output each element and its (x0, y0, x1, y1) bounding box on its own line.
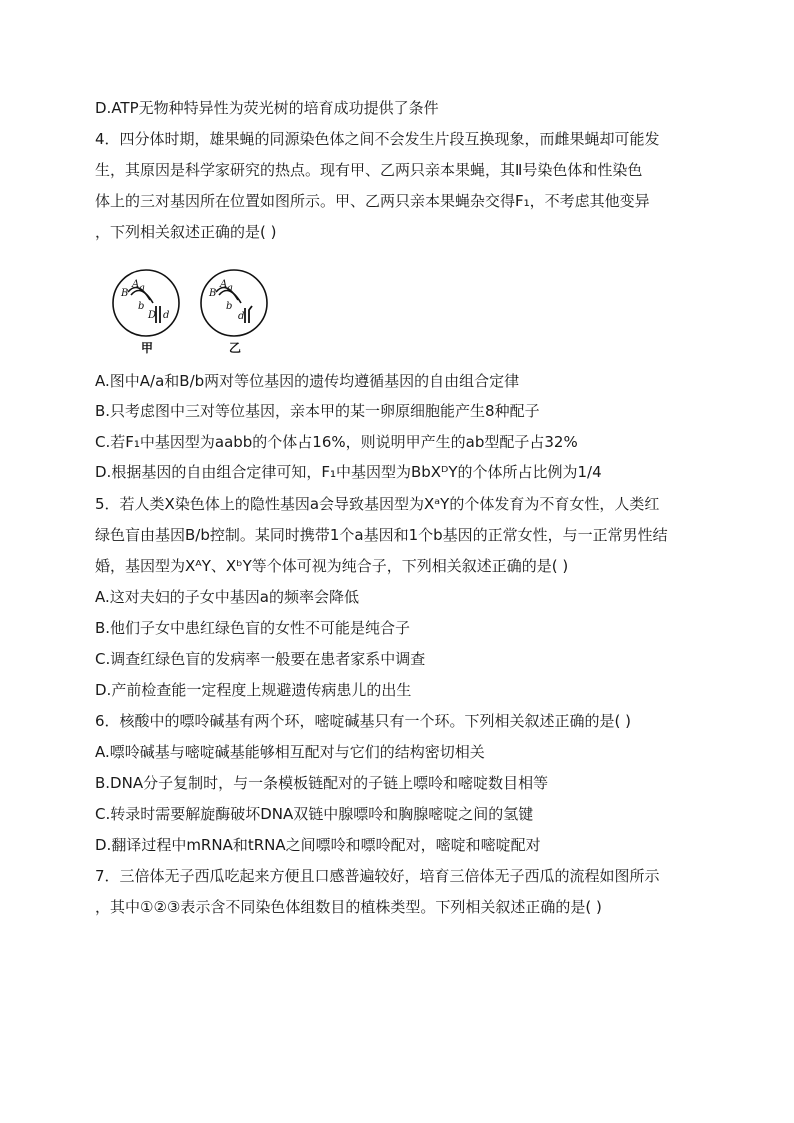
q4-stem-line-3: 体上的三对基因所在位置如图所示。甲、乙两只亲本果蝇杂交得F₁，不考虑其他变异 (95, 192, 650, 210)
q4-stem-line-4: ，下列相关叙述正确的是( ) (95, 223, 277, 241)
q5-stem-line-3: 婚，基因型为XᴬY、XᵇY等个体可视为纯合子，下列相关叙述正确的是( ) (95, 557, 569, 575)
cell-jia (113, 270, 179, 355)
q6-stem-line-1: 6．核酸中的嘌呤碱基有两个环，嘧啶碱基只有一个环。下列相关叙述正确的是( ) (95, 712, 632, 730)
q3-option-d: D.ATP无物种特异性为荧光树的培育成功提供了条件 (95, 99, 439, 117)
q6-option-a: A.嘌呤碱基与嘧啶碱基能够相互配对与它们的结构密切相关 (95, 743, 485, 761)
gene-label: d (238, 311, 245, 322)
q5-option-c: C.调查红绿色盲的发病率一般要在患者家系中调查 (95, 650, 426, 668)
q5-option-d: D.产前检查能一定程度上规避遗传病患儿的出生 (95, 681, 412, 699)
q4-stem-line-2: 生，其原因是科学家研究的热点。现有甲、乙两只亲本果蝇，其Ⅱ号染色体和性染色 (95, 161, 643, 179)
q4-option-b: B.只考虑图中三对等位基因，亲本甲的某一卵原细胞能产生8种配子 (95, 402, 540, 420)
gene-label: a (139, 283, 145, 294)
q7-stem-line-2: ，其中①②③表示含不同染色体组数目的植株类型。下列相关叙述正确的是( ) (95, 898, 602, 916)
q5-stem-line-1: 5．若人类X染色体上的隐性基因a会导致基因型为XᵃY的个体发育为不育女性，人类红 (95, 495, 660, 513)
gene-label: A (132, 279, 140, 290)
q5-option-b: B.他们子女中患红绿色盲的女性不可能是纯合子 (95, 619, 411, 637)
figure-caption-yi: 乙 (229, 341, 242, 355)
figure-caption-jia: 甲 (141, 341, 154, 355)
q4-option-c: C.若F₁中基因型为aabb的个体占16%，则说明甲产生的ab型配子占32% (95, 433, 578, 451)
gene-label: A (220, 279, 228, 290)
q4-option-a: A.图中A/a和B/b两对等位基因的遗传均遵循基因的自由组合定律 (95, 372, 520, 390)
gene-label: B (209, 288, 217, 299)
gene-label: a (227, 283, 233, 294)
gene-label: b (226, 301, 233, 312)
q5-stem-line-2: 绿色盲由基因B/b控制。某同时携带1个a基因和1个b基因的正常女性，与一正常男性结 (95, 526, 668, 544)
q6-option-b: B.DNA分子复制时，与一条模板链配对的子链上嘌呤和嘧啶数目相等 (95, 774, 549, 792)
cell-yi (201, 270, 267, 355)
q6-option-c: C.转录时需要解旋酶破坏DNA双链中腺嘌呤和胸腺嘧啶之间的氢键 (95, 805, 534, 823)
q7-stem-line-1: 7．三倍体无子西瓜吃起来方便且口感普遍较好，培育三倍体无子西瓜的流程如图所示 (95, 867, 660, 885)
chromosome-figure (108, 266, 283, 358)
q5-option-a: A.这对夫妇的子女中基因a的频率会降低 (95, 588, 359, 606)
q4-option-d: D.根据基因的自由组合定律可知，F₁中基因型为BbXᴰY的个体所占比例为1/4 (95, 463, 602, 481)
q4-stem-line-1: 4．四分体时期，雄果蝇的同源染色体之间不会发生片段互换现象，而雌果蝇却可能发 (95, 130, 660, 148)
sex-chromosome-y (249, 306, 252, 323)
gene-label: B (121, 288, 129, 299)
gene-label: d (163, 310, 170, 321)
gene-label: D (148, 310, 157, 321)
gene-label: b (138, 301, 145, 312)
q6-option-d: D.翻译过程中mRNA和tRNA之间嘌呤和嘌呤配对，嘧啶和嘧啶配对 (95, 836, 541, 854)
